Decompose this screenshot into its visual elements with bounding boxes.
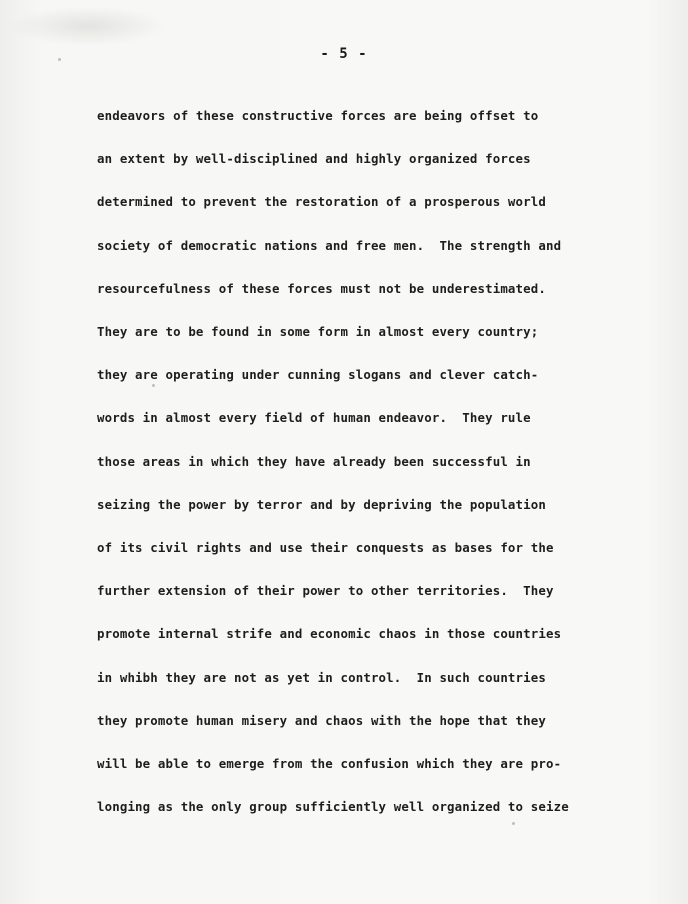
text-line: determined to prevent the restoration of a prosperous world [97, 194, 546, 210]
text-line: seizing the power by terror and by depriving the population [97, 496, 546, 512]
text-line: of its civil rights and use their conquests as bases for the [97, 540, 554, 556]
text-line: endeavors of these constructive forces are being offset to [97, 108, 539, 123]
text-line: society of democratic nations and free men. The strength and [97, 237, 562, 253]
text-line: those areas in which they have already been successful in [97, 453, 531, 469]
text-line: they are operating under cunning slogans and clever catch- [97, 367, 539, 383]
body-paragraph [97, 94, 657, 828]
paper-smudge [8, 6, 168, 46]
text-line: promote internal strife and economic chaos in those countries [97, 626, 562, 642]
page-number: - 5 - [320, 46, 368, 62]
text-line: they promote human misery and chaos with the hope that they [97, 712, 546, 728]
text-line: They are to be found in some form in almost every country; [97, 324, 539, 340]
text-line: longing as the only group sufficiently well organized to seize [97, 799, 569, 815]
text-line: an extent by well-disciplined and highly organized forces [97, 151, 531, 167]
text-line: further extension of their power to other territories. They [97, 583, 554, 599]
text-line: words in almost every field of human endeavor. They rule [97, 410, 531, 426]
text-line: will be able to emerge from the confusion which they are pro- [97, 756, 562, 772]
text-line: resourcefulness of these forces must not be underestimated. [97, 280, 546, 296]
text-line: in whibh they are not as yet in control. In such countries [97, 669, 546, 685]
